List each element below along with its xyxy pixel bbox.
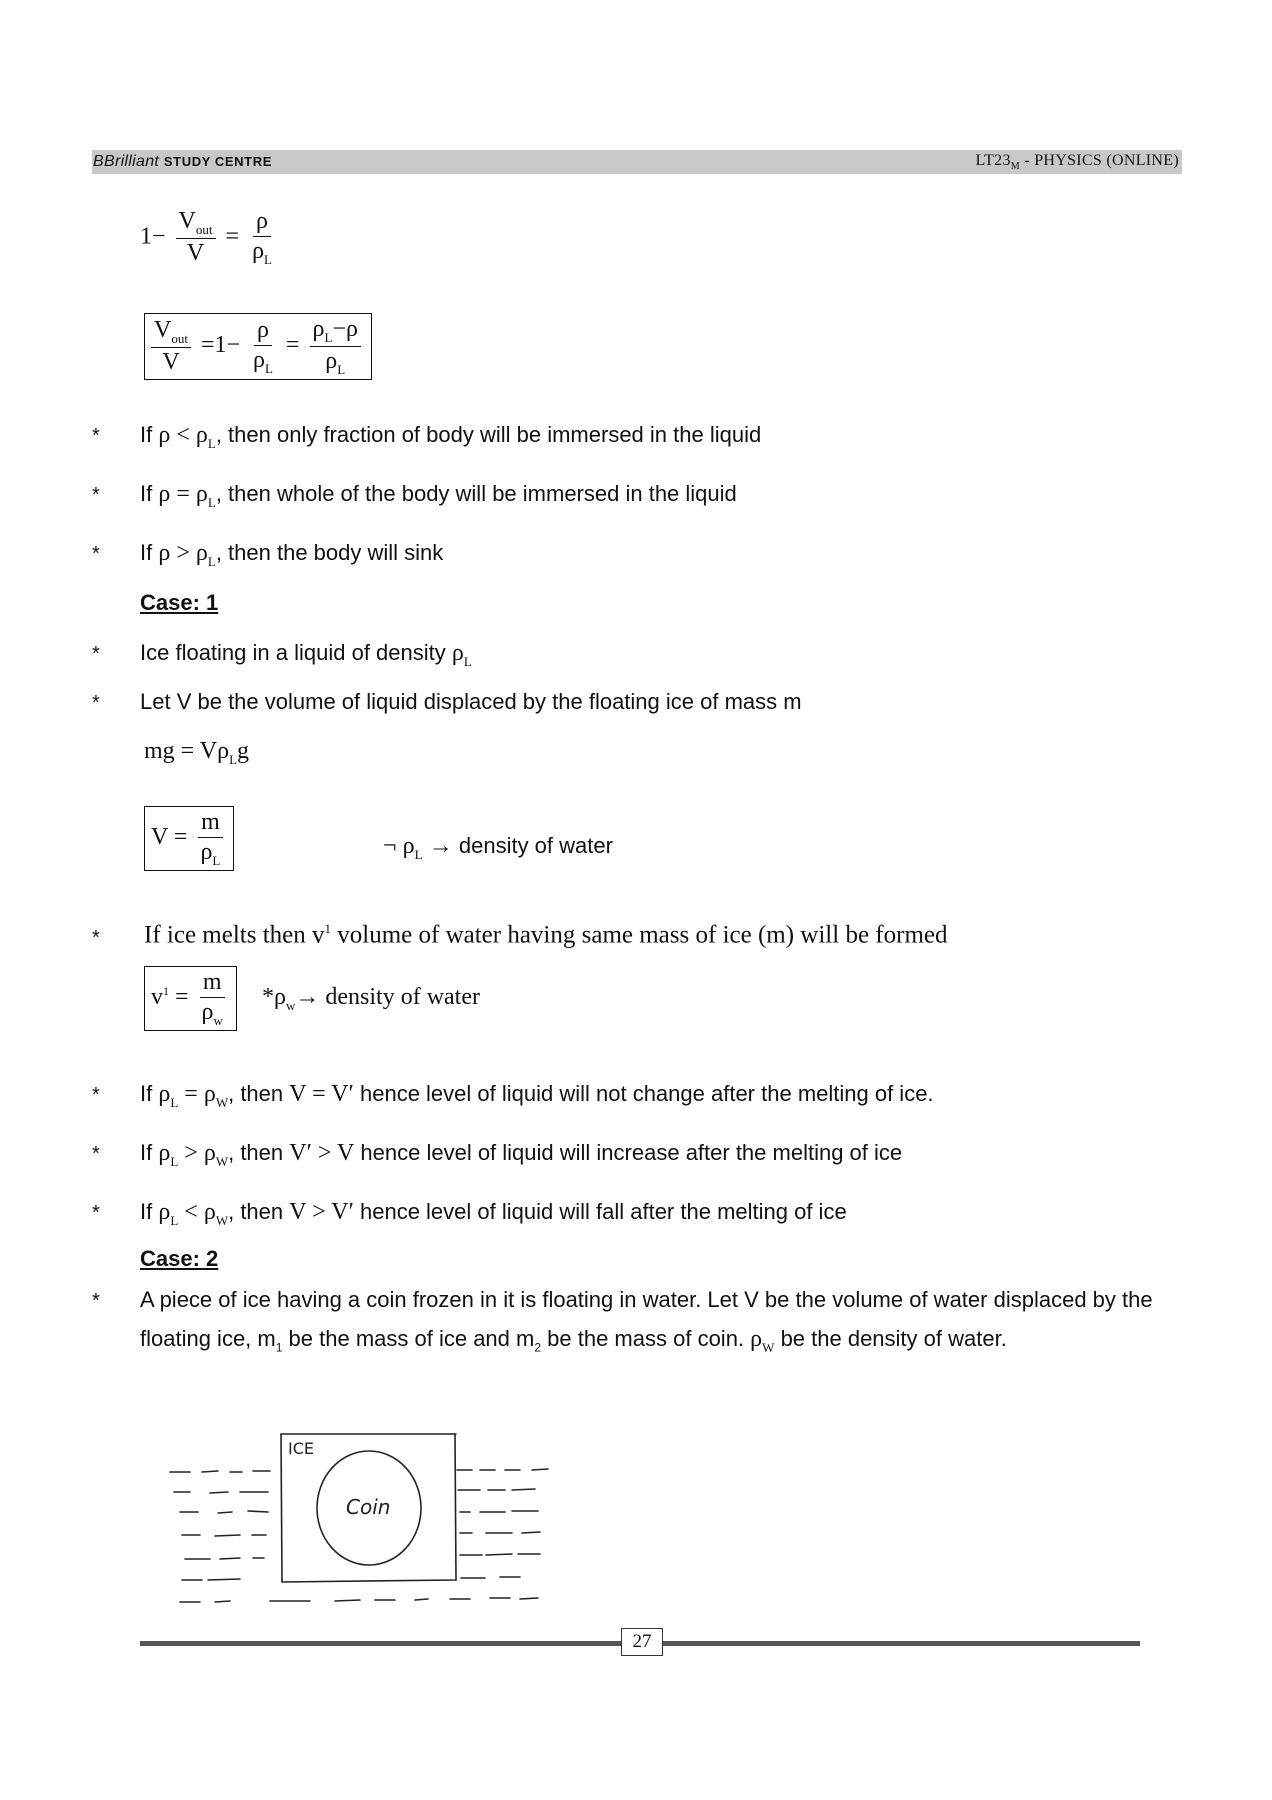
case1-bullet-3: If ice melts then $v^1$ volume of water having same mass of ice (m) will be formed (144, 921, 948, 949)
bullet-star: * (92, 1290, 100, 1312)
equation-1: 1− $\frac{V_{out}}{V}$ = $\frac{\rho}{\rho_L}$ (140, 208, 272, 267)
case-result-2: If $\rho_L > \rho_W$, then V′ > V hence level of liquid will increase after the melting of ice (140, 1140, 903, 1169)
density-bullet-3: If $\rho > \rho_L$, then the body will sink (140, 540, 444, 569)
water-line (461, 1577, 520, 1578)
water-line (180, 1598, 538, 1602)
equation-v-boxed: V = $\frac{m}{\rho_L}$ (144, 806, 234, 871)
density-note: ¬ $\rho_L$ → density of water (383, 833, 613, 862)
case-result-3: If $\rho_L < \rho_W$, then V > V′ hence level of liquid will fall after the melting of ice (140, 1199, 847, 1228)
bullet-star: * (92, 643, 100, 665)
water-line (180, 1511, 268, 1513)
bullet-star: * (92, 1084, 100, 1106)
ice-coin-diagram (160, 1420, 600, 1610)
case-result-1: If $\rho_L = \rho_W$, then V = V′ hence level of liquid will not change after the melting of ice. (140, 1081, 934, 1110)
case1-bullet-2: Let V be the volume of liquid displaced by the floating ice of mass m (140, 689, 802, 714)
equation-2-boxed: $\frac{V_{out}}{V}$ =1− $\frac{\rho}{\rho_L}$ = $\frac{\rho_L-\rho}{\rho_L}$ (144, 313, 372, 380)
bullet-star: * (92, 927, 100, 949)
case2-line-2: floating ice, $m_1$ be the mass of ice and $m_2$ be the mass of coin. $\rho_W$ be the density of water. (140, 1326, 1007, 1355)
brand-logo: BBrilliant STUDY CENTRE (93, 153, 272, 170)
water-line (185, 1558, 264, 1559)
density-bullet-1: If $\rho < \rho_L$, then only fraction of body will be immersed in the liquid (140, 422, 762, 451)
water-line (457, 1469, 548, 1470)
density-note-2: $*\rho_w\to$ density of water (262, 984, 480, 1013)
water-line (170, 1471, 270, 1472)
bullet-star: * (92, 1143, 100, 1165)
water-line (458, 1489, 535, 1490)
water-line (174, 1492, 268, 1493)
course-title: $LT23_M$ - PHYSICS (ONLINE) (975, 152, 1179, 173)
coin-label: Coin (346, 1495, 391, 1519)
bullet-star: * (92, 425, 100, 447)
ice-label: ICE (288, 1439, 314, 1458)
bullet-star: * (92, 692, 100, 714)
water-line (460, 1532, 540, 1533)
case-2-title: Case: 2 (140, 1246, 219, 1271)
water-line (182, 1579, 240, 1580)
bullet-star: * (92, 484, 100, 506)
equation-mg: mg = $V\rho_Lg$ (144, 738, 250, 767)
water-line (460, 1554, 540, 1555)
case1-bullet-1: Ice floating in a liquid of density $\rho_L$ (140, 640, 472, 669)
page-number: 27 (621, 1628, 663, 1656)
case2-line-1: A piece of ice having a coin frozen in it is floating in water. Let V be the volume of water displaced by the (140, 1287, 1153, 1312)
equation-v1-boxed: $v^1$ = $\frac{m}{\rho_w}$ (144, 966, 237, 1031)
density-bullet-2: If $\rho = \rho_L$, then whole of the body will be immersed in the liquid (140, 481, 737, 510)
water-line (460, 1511, 538, 1512)
bullet-star: * (92, 1202, 100, 1224)
case-1-title: Case: 1 (140, 590, 219, 615)
water-line (182, 1535, 266, 1536)
bullet-star: * (92, 543, 100, 565)
